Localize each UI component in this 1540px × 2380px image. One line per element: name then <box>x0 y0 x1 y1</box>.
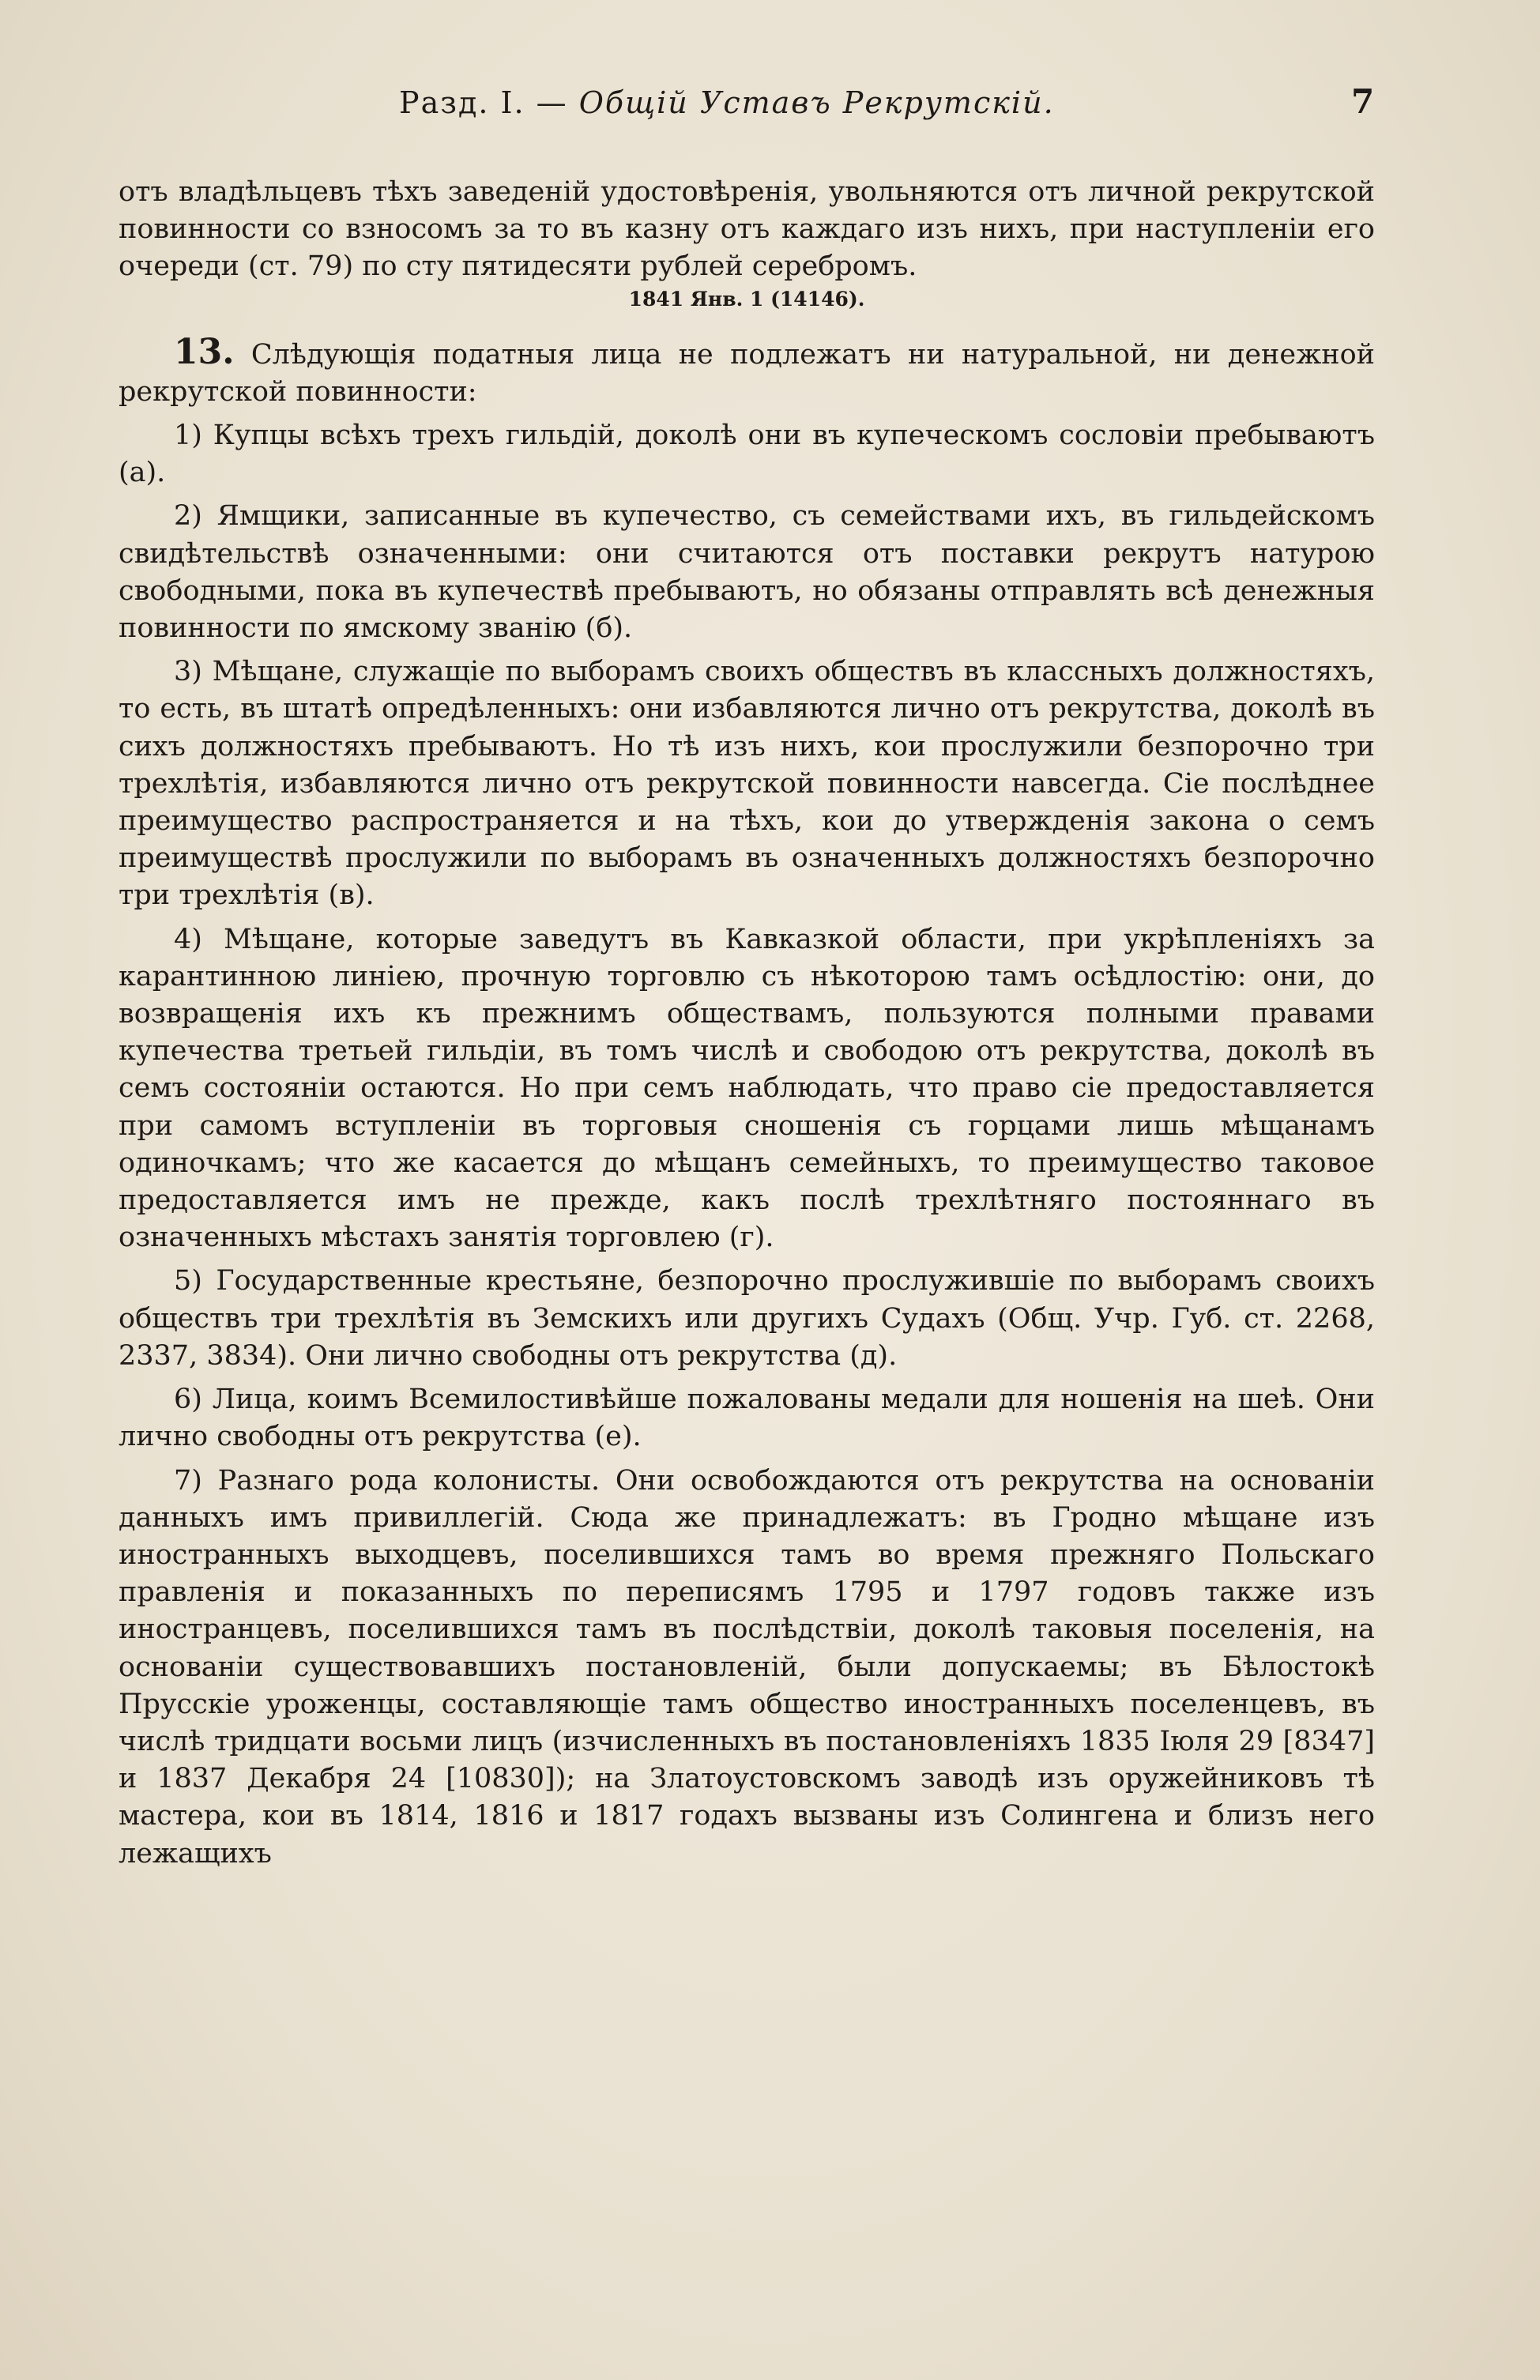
list-item: 7) Разнаго рода колонисты. Они освобождаются отъ рекрутства на основаніи данныхъ имъ привиллегій. Сюда же принадлежатъ: въ Гродно мѣщане изъ иностранныхъ выходцевъ, поселившихся тамъ во время прежняго Польскаго правленія и показанныхъ по переписямъ 1795 и 1797 годовъ также изъ иностранцевъ, поселившихся тамъ въ послѣдствіи, доколѣ таковыя поселенія, на основаніи существовавшихъ постановленій, были допускаемы; въ Бѣлостокѣ Прусскіе уроженцы, составляющіе тамъ общество иностранныхъ поселенцевъ, въ числѣ тридцати восьми лицъ (изчисленныхъ въ постановленіяхъ 1835 Іюля 29 [8347] и 1837 Декабря 24 [10830]); на Златоустовскомъ заводѣ изъ оружейниковъ тѣ мастера, кои въ 1814, 1816 и 1817 годахъ вызваны изъ Солингена и близъ него лежащихъ <box>119 1464 1375 1870</box>
list-item: 3) Мѣщане, служащіе по выборамъ своихъ обществъ въ классныхъ должностяхъ, то есть, въ штатѣ опредѣленныхъ: они избавляются лично отъ рекрутства, доколѣ въ сихъ должностяхъ пребываютъ. Но тѣ изъ нихъ, кои прослужили безпорочно три трехлѣтія, избавляются лично отъ рекрутской повинности навсегда. Сіе послѣднее преимущество распространяется и на тѣхъ, кои до утвержденія закона о семъ преимуществѣ прослужили по выборамъ въ означенныхъ должностяхъ безпорочно три трехлѣтія (в). <box>119 656 1375 912</box>
list-item: 1) Купцы всѣхъ трехъ гильдій, доколѣ они въ купеческомъ сословіи пребываютъ (а). <box>119 420 1375 489</box>
article-intro-text: Слѣдующія податныя лица не подлежатъ ни натуральной, ни денежной рекрутской повинности: <box>119 338 1375 408</box>
running-title <box>399 85 1055 120</box>
list-item: 4) Мѣщане, которые заведутъ въ Кавказкой области, при укрѣпленіяхъ за карантинною линіею, прочную торговлю съ нѣкоторою тамъ осѣдлостію: они, до возвращенія ихъ къ прежнимъ обществамъ, пользуются полными правами купечества третьей гильдіи, въ томъ числѣ и свободою отъ рекрутства, доколѣ въ семъ состояніи остаются. Но при семъ наблюдать, что право сіе предоставляется при самомъ вступленіи въ торговыя сношенія съ горцами лишь мѣщанамъ одиночкамъ; что же касается до мѣщанъ семейныхъ, то преимущество таковое предоставляется имъ не прежде, какъ послѣ трехлѣтняго постояннаго въ означенныхъ мѣстахъ занятія торговлею (г). <box>119 923 1375 1254</box>
body-text <box>119 174 1375 1873</box>
list-item: 6) Лица, коимъ Всемилостивѣйше пожалованы медали для ношенія на шеѣ. Они лично свободны отъ рекрутства (е). <box>119 1384 1375 1453</box>
statute-title: Общій Уставъ Рекрутскій. <box>578 85 1055 120</box>
list-item: 2) Ямщики, записанные въ купечество, съ семействами ихъ, въ гильдейскомъ свидѣтельствѣ означенными: они считаются отъ поставки рекрутъ натурою свободными, пока въ купечествѣ пребываютъ, но обязаны отправлять всѣ денежныя повинности по ямскому званію (б). <box>119 500 1375 645</box>
running-head <box>0 82 1540 133</box>
page-number: 7 <box>1351 82 1375 121</box>
law-citation: 1841 Янв. 1 (14146). <box>628 287 865 311</box>
list-item: 5) Государственные крестьяне, безпорочно прослужившіе по выборамъ своихъ обществъ три трехлѣтія въ Земскихъ или другихъ Судахъ (Общ. Учр. Губ. ст. 2268, 2337, 3834). Они лично свободны отъ рекрутства (д). <box>119 1265 1375 1372</box>
paragraph-continuation: отъ владѣльцевъ тѣхъ заведеній удостовѣренія, увольняются отъ личной рекрутской повинности со взносомъ за то въ казну отъ каждаго изъ нихъ, при наступленіи его очереди (ст. 79) по сту пятидесяти рублей серебромъ. <box>119 176 1375 283</box>
article-number: 13. <box>174 331 235 372</box>
section-label: Разд. I. — <box>399 85 579 120</box>
article-13-intro <box>119 333 1375 411</box>
